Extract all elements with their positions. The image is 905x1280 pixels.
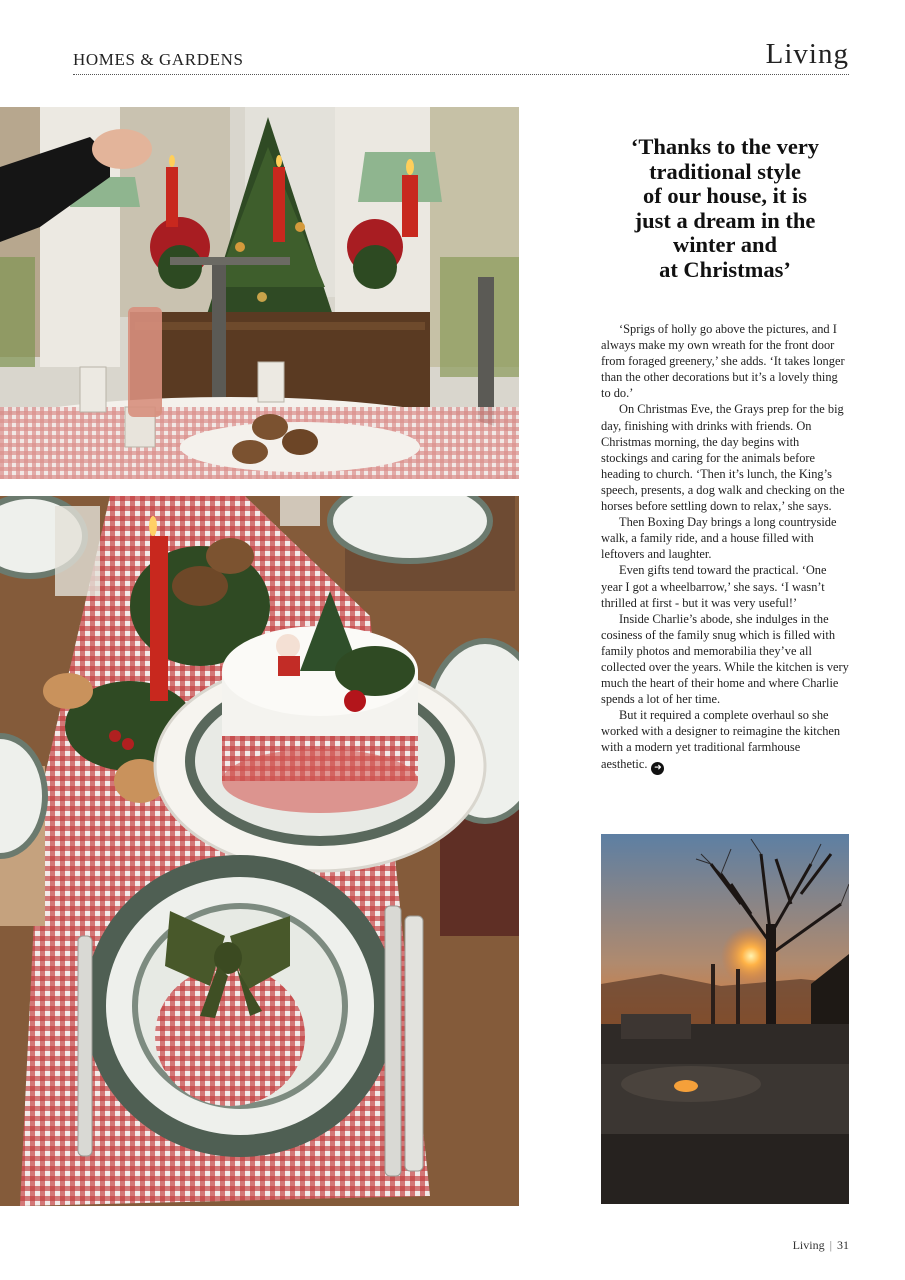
continue-arrow-icon: ➜ <box>651 762 664 775</box>
winter-sunset-garden-photo <box>601 834 849 1204</box>
footer-section: Living <box>792 1238 825 1252</box>
page-footer <box>793 1238 849 1253</box>
body-paragraph: Even gifts tend toward the practical. ‘One year I got a wheelbarrow,’ she says. ‘I wasn’t thrilled at first - but it was very useful!’ <box>601 563 827 610</box>
pull-quote-line: ‘Thanks to the very <box>630 134 820 159</box>
page-number: 31 <box>837 1238 849 1252</box>
footer-separator: | <box>829 1238 832 1252</box>
magazine-section-label: HOMES & GARDENS <box>73 50 244 69</box>
body-paragraph: ‘Sprigs of holly go above the pictures, and I always make my own wreath for the front door from foraged greenery,’ she adds. ‘It takes longer than the other decorations but it’s a lovely thing to do.’ <box>601 322 845 401</box>
section-title: Living <box>765 38 849 70</box>
body-paragraph: Then Boxing Day brings a long countryside walk, a family ride, and a house filled with leftovers and laughter. <box>601 515 837 562</box>
festive-table-candelabra-photo <box>0 107 519 479</box>
article-body <box>601 321 849 775</box>
pull-quote-line: traditional style <box>649 158 801 184</box>
header-divider <box>73 74 849 75</box>
body-paragraph-last <box>601 707 849 774</box>
christmas-cake-table-setting-photo <box>0 496 519 1206</box>
page-header <box>73 38 849 78</box>
pull-quote-line: at Christmas’ <box>659 256 791 282</box>
body-paragraph-text: But it required a complete overhaul so she worked with a designer to reimagine the kitchen with a modern yet traditional farmhouse aesthetic. <box>601 708 841 771</box>
pull-quote-line: of our house, it is <box>643 183 807 208</box>
body-paragraph: On Christmas Eve, the Grays prep for the big day, finishing with drinks with friends. On Christmas morning, the day begins with stockings and caring for the animals before heading to church. ‘Then it’s lunch, the King’s speech, presents, a dog walk and checking on the horses before settling down to relax,’ she says. <box>601 402 845 514</box>
pull-quote <box>601 135 849 282</box>
body-paragraph: Inside Charlie’s abode, she indulges in the cosiness of the family snug which is filled with family photos and memorabilia they’ve all collected over the years. While the kitchen is very much the heart of their home and where Charlie spends a lot of her time. <box>601 611 849 707</box>
pull-quote-line: winter and <box>673 232 777 257</box>
pull-quote-line: just a dream in the <box>634 207 816 233</box>
